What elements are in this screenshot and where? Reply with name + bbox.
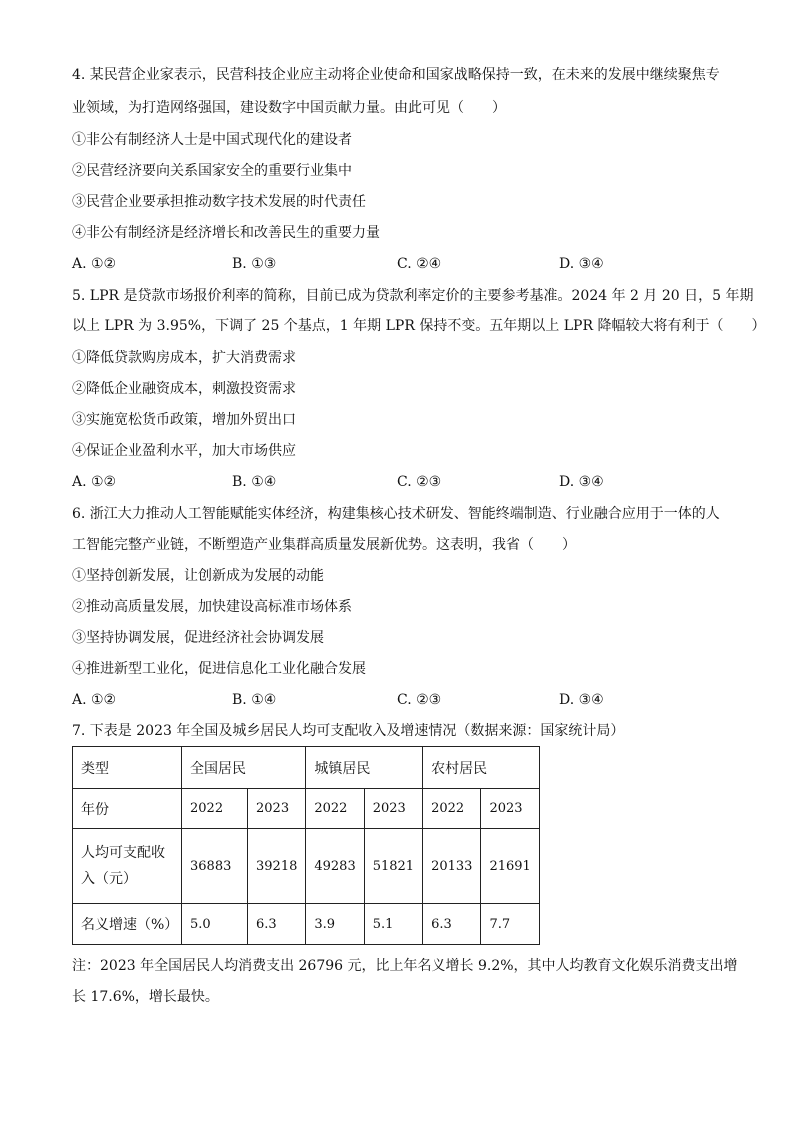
- growth-cell: 3.9: [306, 904, 364, 945]
- q7-note-line2: 长 17.6%，增长最快。: [72, 989, 219, 1005]
- q5-option-a[interactable]: A. ①②: [72, 474, 117, 490]
- q5-option-d[interactable]: D. ③④: [559, 474, 604, 490]
- growth-cell: 5.1: [364, 904, 422, 945]
- q4-item-2: ②民营经济要向关系国家安全的重要行业集中: [72, 163, 352, 179]
- group-header-urban: 城镇居民: [306, 747, 423, 789]
- q7-note-line1: 注：2023 年全国居民人均消费支出 26796 元，比上年名义增长 9.2%，其中人均教育文化娱乐消费支出增: [72, 958, 738, 974]
- year-cell: 2022: [423, 789, 481, 829]
- q4-option-d[interactable]: D. ③④: [559, 256, 604, 272]
- q6-item-3: ③坚持协调发展，促进经济社会协调发展: [72, 630, 324, 646]
- income-cell: 39218: [248, 829, 306, 904]
- type-header: 类型: [73, 747, 182, 789]
- growth-label: 名义增速（%）: [73, 904, 182, 945]
- year-label: 年份: [73, 789, 182, 829]
- growth-cell: 7.7: [481, 904, 539, 945]
- q4-option-b[interactable]: B. ①③: [232, 256, 277, 272]
- income-cell: 21691: [481, 829, 539, 904]
- q5-item-1: ①降低贷款购房成本，扩大消费需求: [72, 350, 296, 366]
- income-cell: 49283: [306, 829, 364, 904]
- q5-stem-line2: 以上 LPR 为 3.95%，下调了 25 个基点，1 年期 LPR 保持不变。五年期以上 LPR 降幅较大将有利于（ ）: [72, 318, 766, 334]
- q7-stem: 7. 下表是 2023 年全国及城乡居民人均可支配收入及增速情况（数据来源：国家统计局）: [72, 723, 625, 739]
- year-cell: 2022: [182, 789, 248, 829]
- q6-item-2: ②推动高质量发展，加快建设高标准市场体系: [72, 599, 352, 615]
- group-header-national: 全国居民: [182, 747, 306, 789]
- q4-item-4: ④非公有制经济是经济增长和改善民生的重要力量: [72, 225, 380, 241]
- q4-option-a[interactable]: A. ①②: [72, 256, 117, 272]
- q5-option-b[interactable]: B. ①④: [232, 474, 277, 490]
- q4-option-c[interactable]: C. ②④: [397, 256, 442, 272]
- income-cell: 36883: [182, 829, 248, 904]
- group-header-rural: 农村居民: [423, 747, 540, 789]
- q4-item-1: ①非公有制经济人士是中国式现代化的建设者: [72, 132, 352, 148]
- q6-option-c[interactable]: C. ②③: [397, 692, 442, 708]
- growth-cell: 6.3: [248, 904, 306, 945]
- q6-item-1: ①坚持创新发展，让创新成为发展的动能: [72, 568, 324, 584]
- q5-item-2: ②降低企业融资成本，刺激投资需求: [72, 381, 296, 397]
- year-cell: 2023: [481, 789, 539, 829]
- q5-item-4: ④保证企业盈利水平，加大市场供应: [72, 443, 296, 459]
- q6-option-b[interactable]: B. ①④: [232, 692, 277, 708]
- income-cell: 20133: [423, 829, 481, 904]
- table-row: [73, 829, 540, 904]
- year-cell: 2023: [364, 789, 422, 829]
- year-cell: 2023: [248, 789, 306, 829]
- growth-cell: 5.0: [182, 904, 248, 945]
- income-cell: 51821: [364, 829, 422, 904]
- q4-item-3: ③民营企业要承担推动数字技术发展的时代责任: [72, 194, 366, 210]
- table-row: [73, 747, 540, 789]
- q6-option-a[interactable]: A. ①②: [72, 692, 117, 708]
- q6-stem-line1: 6. 浙江大力推动人工智能赋能实体经济，构建集核心技术研发、智能终端制造、行业融合应用于一体的人: [72, 506, 720, 522]
- q6-item-4: ④推进新型工业化，促进信息化工业化融合发展: [72, 661, 366, 677]
- q5-item-3: ③实施宽松货币政策，增加外贸出口: [72, 412, 296, 428]
- table-row: [73, 904, 540, 945]
- q4-stem-line2: 业领域，为打造网络强国，建设数字中国贡献力量。由此可见（ ）: [72, 100, 506, 116]
- q5-option-c[interactable]: C. ②③: [397, 474, 442, 490]
- q6-option-d[interactable]: D. ③④: [559, 692, 604, 708]
- q5-stem-line1: 5. LPR 是贷款市场报价利率的简称，目前已成为贷款利率定价的主要参考基准。2024 年 2 月 20 日，5 年期: [72, 288, 754, 304]
- year-cell: 2022: [306, 789, 364, 829]
- income-label: 人均可支配收入（元）: [73, 829, 182, 904]
- income-table: [72, 746, 540, 945]
- q6-stem-line2: 工智能完整产业链，不断塑造产业集群高质量发展新优势。这表明，我省（ ）: [72, 537, 576, 553]
- q4-stem-line1: 4. 某民营企业家表示，民营科技企业应主动将企业使命和国家战略保持一致，在未来的发展中继续聚焦专: [72, 67, 720, 83]
- growth-cell: 6.3: [423, 904, 481, 945]
- table-row: [73, 789, 540, 829]
